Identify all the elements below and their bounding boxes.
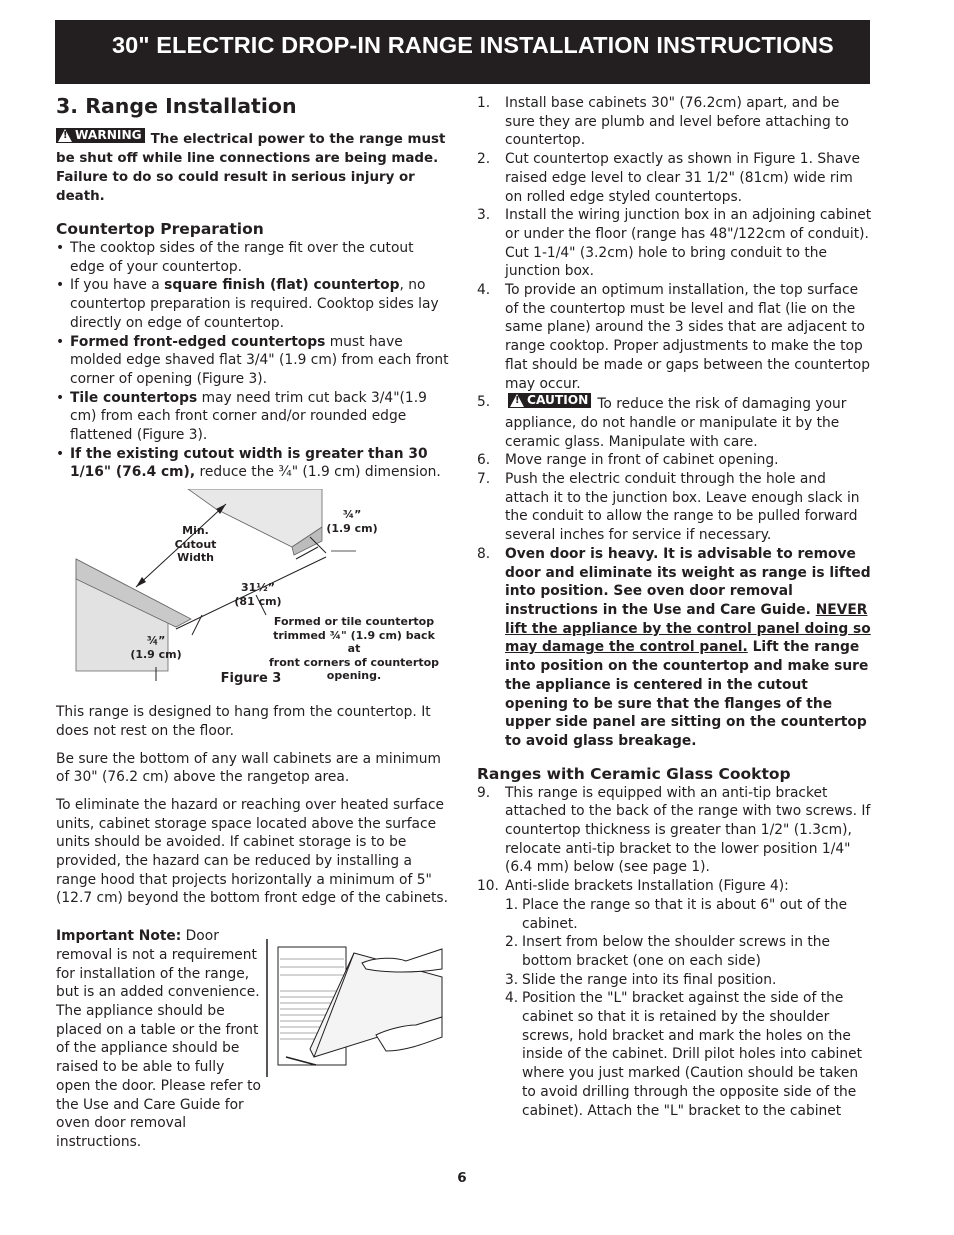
warning-badge-label: WARNING	[75, 128, 142, 142]
sub-step-text: Place the range so that it is about 6" out of the cabinet.	[522, 896, 848, 932]
list-item-text: If you have a	[70, 277, 165, 294]
step-text: Lift the range into position on the countertop and make sure the appliance is centered in the cutout opening to be sure that the flanges of the upper side panel are sitting on the countertop to avoid glass breakage.	[505, 639, 869, 749]
dim-mid-label	[228, 581, 288, 608]
label-line: (1.9 cm)	[326, 521, 378, 535]
list-item-text: must have molded edge shaved flat 3/4" (1.9 cm) from each front corner of opening (Figure 3).	[70, 333, 449, 387]
list-item-text: may need trim cut back 3/4"(1.9 cm) from each front corner and/or rounded edge flattened (Figure 3).	[70, 389, 427, 444]
list-item	[56, 333, 452, 389]
list-item-text: The cooktop sides of the range fit over the cutout edge of your countertop.	[70, 240, 414, 275]
step-text: Anti-slide brackets Installation (Figure 4):	[505, 878, 789, 895]
oven-door-illustration	[266, 939, 446, 1077]
countertop-note	[266, 615, 442, 683]
page-number: 6	[457, 1170, 467, 1186]
figure-3	[56, 489, 452, 694]
step-item: 4. To provide an optimum installation, the top surface of the countertop must be level and flat (lie on the same plane) around the 3 sides that are adjacent to range cooktop. Proper adjustments to make the top flat should be made or gaps between the countertop may occur.	[477, 282, 871, 392]
warning-badge	[56, 128, 145, 143]
countertop-list	[56, 239, 452, 482]
important-note	[56, 927, 452, 1151]
step-item: 8. Oven door is heavy. It is advisable to remove door and eliminate its weight as range is lifted into position. See oven door removal instructions in the Use and Care Guide. NEVER lift the appliance by the control panel doing so may damage the control panel. Lift the range into position on the countertop and make sure the appliance is centered in the cutout opening to be sure that the flanges of the upper side panel are sitting on the countertop to avoid glass breakage.	[477, 545, 871, 749]
caution-badge	[508, 393, 591, 408]
ceramic-steps	[477, 784, 873, 1121]
page-title: 30" ELECTRIC DROP-IN RANGE INSTALLATION INSTRUCTIONS	[112, 32, 834, 58]
label-line: 31½”	[241, 581, 275, 595]
paragraph: Be sure the bottom of any wall cabinets are a minimum of 30" (76.2 cm) above the rangetop area.	[56, 750, 441, 786]
step-text: Install the wiring junction box in an adjoining cabinet or under the floor (range has 48"/122cm of conduit). Cut 1-1/4" (3.2cm) hole to bring conduit to the junction box.	[505, 207, 872, 280]
warning-triangle-icon	[58, 129, 72, 142]
sub-step-item: 2. Insert from below the shoulder screws in the bottom bracket (one on each side)	[505, 934, 831, 969]
step-item: 2. Cut countertop exactly as shown in Figure 1. Shave raised edge level to clear 31 1/2" (81cm) wide rim on rolled edge styled countertops.	[477, 151, 860, 205]
step-text: Push the electric conduit through the hole and attach it to the junction box. Leave enough slack in the conduit to allow the range to be pulled forward several inches for service if necessary.	[505, 471, 860, 544]
caution-badge-label: CAUTION	[527, 393, 589, 408]
step-text: This range is equipped with an anti-tip bracket attached to the back of the range with two screws. If countertop thickness is greater than 1/2" (1.3cm), relocate anti-tip bracket to the lower position 1/4" (6.4 mm) below (see page 1).	[505, 784, 871, 876]
step-text: Install base cabinets 30" (76.2cm) apart, and be sure they are plumb and level before attaching to countertop.	[505, 95, 849, 149]
step-text: Move range in front of cabinet opening.	[505, 452, 779, 469]
sub-step-text: Position the "L" bracket against the side of the cabinet so that it is retained by the shoulder screws, hold bracket and mark the holes on the inside of the cabinet. Drill pilot holes into cabinet where you just marked (Caution should be taken to avoid drilling through the opposite side of the cabinet). Attach the "L" bracket to the cabinet	[522, 990, 862, 1119]
sub-steps	[505, 896, 873, 1120]
left-column	[56, 92, 452, 1152]
step-item: 1. Install base cabinets 30" (76.2cm) apart, and be sure they are plumb and level before attaching to countertop.	[477, 95, 849, 149]
label-line: (81 cm)	[234, 594, 282, 608]
installation-steps	[477, 94, 873, 751]
header-banner	[55, 20, 870, 84]
sub-step-item: 3. Slide the range into its final position.	[505, 971, 777, 988]
list-item	[56, 389, 452, 445]
list-item-bold: Formed front-edged countertops	[70, 333, 326, 350]
sub-step-text: Slide the range into its final position.	[522, 971, 777, 988]
step-item: 5. ! CAUTION To reduce the risk of damaging your appliance, do not handle or manipulate it by the ceramic glass. Manipulate with care.	[477, 393, 873, 451]
list-item-bold: square finish (flat) countertop	[164, 277, 400, 294]
min-cutout-label	[168, 524, 223, 565]
figure-caption: Figure 3	[220, 671, 282, 687]
paragraph: To eliminate the hazard or reaching over heated surface units, cabinet storage space located above the surface units should be avoided. If cabinet storage is to be provided, the hazard can be reduced by installing a range hood that projects horizontally a minimum of 5" (12.7 cm) beyond the bottom front edge of the cabinets.	[56, 796, 448, 907]
label-line: opening.	[326, 669, 382, 683]
important-note-text	[56, 927, 261, 1151]
paragraph: This range is designed to hang from the countertop. It does not rest on the floor.	[56, 704, 431, 739]
label-line: Min.	[182, 524, 209, 538]
label-line: Width	[177, 551, 214, 565]
sub-step-text: Insert from below the shoulder screws in the bottom bracket (one on each side)	[522, 934, 831, 969]
important-note-body: Door removal is not a requirement for installation of the range, but is an added convenience. The appliance should be placed on a table or the front of the appliance should be raised to be able to fully open the door. Please refer to the Use and Care Guide for oven door removal instructions.	[56, 928, 261, 1150]
label-line: front corners of countertop	[268, 655, 440, 669]
step-item: 6. Move range in front of cabinet opening.	[477, 452, 779, 469]
countertop-heading: Countertop Preparation	[56, 220, 264, 238]
ceramic-heading: Ranges with Ceramic Glass Cooktop	[477, 764, 791, 783]
label-line: Formed or tile countertop	[273, 615, 435, 629]
step-text: To provide an optimum installation, the top surface of the countertop must be level and flat (lie on the same plane) around the 3 sides that are adjacent to range cooktop. Proper adjustments to make the top flat should be made or gaps between the countertop may occur.	[505, 282, 871, 392]
step-item: 7. Push the electric conduit through the hole and attach it to the junction box. Leave enough slack in the conduit to allow the range to be pulled forward several inches for service if necessary.	[477, 471, 860, 544]
label-line: Cutout	[174, 537, 217, 551]
label-line: ¾”	[342, 508, 362, 522]
sub-step-item: 1. Place the range so that it is about 6" out of the cabinet.	[505, 896, 848, 932]
label-line: (1.9 cm)	[130, 647, 182, 661]
right-column	[477, 94, 873, 1120]
section-title: 3. Range Installation	[56, 94, 297, 118]
list-item	[56, 276, 452, 332]
step-text-underlined: NEVER lift the appliance by the control panel doing so may damage the control panel.	[505, 601, 871, 656]
step-item: 3. Install the wiring junction box in an adjoining cabinet or under the floor (range has 48"/122cm of conduit). Cut 1-1/4" (3.2cm) hole to bring conduit to the junction box.	[477, 207, 872, 280]
list-item-text: , no countertop preparation is required. Cooktop sides lay directly on edge of countertop.	[70, 277, 439, 331]
list-item	[56, 445, 452, 482]
step-text: To reduce the risk of damaging your appliance, do not handle or manipulate it by the ceramic glass. Manipulate with care.	[505, 396, 847, 450]
sub-step-item: 4. Position the "L" bracket against the side of the cabinet so that it is retained by the shoulder screws, hold bracket and mark the holes on the inside of the cabinet. Drill pilot holes into cabinet where you just marked (Caution should be taken to avoid drilling through the opposite side of the cabinet). Attach the "L" bracket to the cabinet	[505, 990, 862, 1119]
step-text: Oven door is heavy. It is advisable to remove door and eliminate its weight as range is lifted into position. See oven door removal instructions in the Use and Care Guide.	[505, 545, 871, 618]
list-item-bold: If the existing cutout width is greater than 30 1/16" (76.4 cm),	[70, 445, 428, 481]
important-note-label: Important Note:	[56, 928, 182, 945]
warning-text: The electrical power to the range must be shut off while line connections are being made. Failure to do so could result in serious injury or death.	[56, 132, 446, 204]
dim-top-label	[322, 508, 382, 535]
label-line: ¾”	[146, 634, 166, 648]
list-item-bold: Tile countertops	[70, 389, 198, 406]
list-item	[56, 239, 452, 276]
caution-triangle-icon	[510, 394, 524, 407]
list-item-text: reduce the ¾" (1.9 cm) dimension.	[195, 464, 441, 481]
label-line: trimmed ¾" (1.9 cm) back at	[273, 628, 435, 656]
dim-low-label	[126, 634, 186, 661]
step-item: 10. Anti-slide brackets Installation (Figure 4): 1. Place the range so that it is about 6" out of the cabinet. 2. Insert from below the shoulder screws in the bottom bracket (one on each side) 3. Slide the range into its final position. 4. Position the "L" bracket against the side of the cabinet so that it is retained by the shoulder screws, hold bracket and mark the holes on the inside of the cabinet. Drill pilot holes into cabinet where you just marked (Caution should be taken to avoid drilling through the opposite side of the cabinet). Attach the "L" bracket to the cabinet	[477, 877, 873, 1120]
warning-block	[56, 128, 452, 206]
step-item: 9. This range is equipped with an anti-tip bracket attached to the back of the range with two screws. If countertop thickness is greater than 1/2" (1.3cm), relocate anti-tip bracket to the lower position 1/4" (6.4 mm) below (see page 1).	[477, 784, 871, 876]
step-text: Cut countertop exactly as shown in Figure 1. Shave raised edge level to clear 31 1/2" (81cm) wide rim on rolled edge styled countertops.	[505, 151, 860, 205]
